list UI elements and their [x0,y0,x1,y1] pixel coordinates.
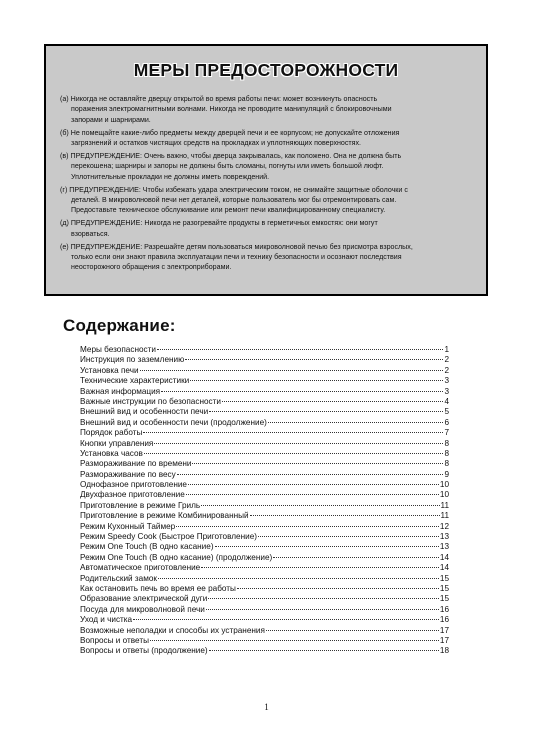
precaution-text-continued: загрязнений и остатков чистящих средств на прокладках и уплотняющих поверхностях. [71,138,362,147]
toc-dot-leader [273,557,439,558]
precaution-text: (а) Никогда не оставляйте дверцу открытой во время работы печи: может возникнуть опасность [60,95,378,103]
toc-entry-page: 3 [444,376,449,386]
precaution-text-continued: Уплотнительные прокладки не должны иметь повреждений. [71,172,270,181]
toc-entry-title: Внешний вид и особенности печи (продолжение) [80,417,267,427]
toc-entry-title: Автоматическое приготовление [80,563,201,573]
toc-entry[interactable] [80,459,449,469]
toc-entry[interactable] [80,574,449,584]
toc-entry-page: 15 [439,583,449,593]
toc-entry-page: 14 [439,563,449,573]
precautions-box [44,44,488,296]
toc-dot-leader [209,650,439,651]
toc-entry-page: 11 [440,500,449,510]
precaution-item [60,151,476,182]
toc-entry-page: 15 [439,594,449,604]
toc-entry-title: Меры безопасности [80,345,156,354]
toc-entry[interactable] [80,563,449,573]
toc-dot-leader [186,494,439,495]
toc-entry-page: 10 [439,490,449,500]
contents-title: Содержание: [63,316,176,335]
toc-entry[interactable] [80,501,449,511]
toc-entry-page: 15 [439,573,449,583]
precaution-text-continued: Предоставьте техническое обслуживание или ремонт печи квалифицированному специалисту. [71,206,386,215]
toc-dot-leader [158,578,439,579]
precaution-item [60,242,476,273]
precaution-text-continued: запорами и шарнирами. [71,115,151,124]
toc-entry-title: Вопросы и ответы [80,635,149,645]
toc-dot-leader [258,536,439,537]
toc-dot-leader [133,619,439,620]
toc-entry-page: 11 [440,511,449,521]
toc-entry-title: Внешний вид и особенности печи [80,407,209,417]
toc-entry-page: 8 [444,448,449,458]
toc-dot-leader [208,598,439,599]
toc-entry-page: 17 [439,625,449,635]
toc-entry-page: 18 [439,646,449,656]
toc-entry[interactable] [80,407,449,417]
toc-entry[interactable] [80,490,449,500]
toc-entry[interactable] [80,376,449,386]
toc-dot-leader [192,463,443,464]
toc-entry-page: 12 [439,521,449,531]
toc-dot-leader [140,370,444,371]
toc-entry-title: Режим One Touch (В одно касание) [80,542,214,552]
precaution-text: (г) ПРЕДУПРЕЖДЕНИЕ: Чтобы избежать удара электрическим током, не снимайте защитные оболочки с [60,185,408,194]
toc-entry-page: 9 [444,469,449,479]
toc-dot-leader [143,432,443,433]
precaution-item [60,185,476,216]
toc-dot-leader [237,588,439,589]
toc-dot-leader [177,474,444,475]
toc-entry[interactable] [80,626,449,636]
toc-entry[interactable] [80,522,449,532]
toc-dot-leader [154,443,443,444]
toc-entry-title: Режим Кухонный Таймер [80,521,176,531]
precaution-text-continued: поражения электромагнитными волнами. Никогда не проводите манипуляций с блокировочными [71,105,392,114]
toc-entry[interactable] [80,449,449,459]
toc-entry-title: Родительский замок [80,573,157,583]
toc-entry-page: 16 [439,615,449,625]
toc-dot-leader [144,453,444,454]
toc-entry-title: Важные инструкции по безопасности [80,396,221,406]
toc-entry-title: Важная информация [80,386,161,396]
toc-entry-title: Однофазное приготовление [80,480,187,490]
precaution-text-continued: неосторожного обращения с электроприборами. [71,263,232,272]
toc-entry[interactable] [80,418,449,428]
precaution-text-continued: взорваться. [71,229,110,238]
toc-entry-title: Размораживание по весу [80,469,176,479]
toc-dot-leader [268,422,444,423]
toc-dot-leader [201,505,439,506]
toc-entry-title: Размораживание по времени [80,459,192,469]
toc-entry[interactable] [80,511,449,521]
toc-entry[interactable] [80,480,449,490]
toc-entry-title: Двухфазное приготовление [80,490,185,500]
precaution-item [60,94,476,125]
toc-dot-leader [161,391,443,392]
toc-entry-title: Уход и чистка [80,615,133,625]
toc-entry-title: Порядок работы [80,428,143,438]
toc-entry-title: Установка часов [80,448,143,458]
toc-dot-leader [176,526,439,527]
table-of-contents [80,345,449,657]
precaution-text: (д) ПРЕДУПРЕЖДЕНИЕ: Никогда не разогревайте продукты в герметичных емкостях: они могут [60,219,378,228]
toc-dot-leader [190,380,443,381]
toc-dot-leader [185,359,443,360]
precaution-text-continued: перекошена; шарниры и запоры не должны быть сломаны, погнуты или иметь большой люфт. [71,162,384,171]
toc-entry-page: 16 [439,604,449,614]
toc-entry[interactable] [80,428,449,438]
toc-entry[interactable] [80,532,449,542]
precaution-item [60,218,476,239]
toc-entry-page: 10 [439,480,449,490]
toc-entry-page: 1 [444,345,449,354]
toc-entry-page: 13 [439,532,449,542]
toc-entry-page: 5 [444,407,449,417]
toc-entry-title: Посуда для микроволновой печи [80,604,205,614]
precautions-title: МЕРЫ ПРЕДОСТОРОЖНОСТИ [133,60,399,80]
toc-entry[interactable] [80,542,449,552]
toc-entry[interactable] [80,397,449,407]
toc-entry-page: 8 [444,459,449,469]
toc-entry[interactable] [80,646,449,656]
toc-entry-title: Приготовление в режиме Комбинированный [80,511,249,521]
toc-entry[interactable] [80,355,449,365]
toc-entry-page: 14 [439,552,449,562]
toc-dot-leader [222,401,444,402]
toc-entry-title: Как остановить печь во время ее работы [80,583,236,593]
toc-dot-leader [150,640,439,641]
precaution-text: (б) Не помещайте какие-либо предметы между дверцей печи и ее корпусом; не допускайте отложения [60,128,400,137]
toc-entry-title: Установка печи [80,365,139,375]
toc-dot-leader [250,515,440,516]
toc-entry-title: Инструкция по заземлению [80,355,185,365]
toc-entry-page: 6 [444,417,449,427]
toc-entry-page: 3 [444,386,449,396]
toc-entry-page: 13 [439,542,449,552]
toc-dot-leader [206,609,439,610]
toc-entry-page: 17 [439,635,449,645]
toc-entry-page: 7 [444,428,449,438]
toc-entry[interactable] [80,594,449,604]
toc-entry[interactable] [80,439,449,449]
precaution-item [60,128,476,149]
precaution-text: (е) ПРЕДУПРЕЖДЕНИЕ: Разрешайте детям пользоваться микроволновой печью без присмотра взрослых, [60,242,413,251]
toc-entry[interactable] [80,387,449,397]
precautions-list [60,94,476,276]
toc-dot-leader [201,567,439,568]
toc-entry[interactable] [80,366,449,376]
toc-entry[interactable] [80,605,449,615]
toc-entry-page: 2 [444,365,449,375]
toc-entry-page: 4 [444,396,449,406]
toc-dot-leader [215,546,439,547]
precaution-text-continued: только если они знают правила эксплуатации печи и технику безопасности и осознают последствия [71,253,402,262]
toc-entry-title: Режим One Touch (В одно касание) (продолжение) [80,552,273,562]
toc-entry-title: Технические характеристики [80,376,190,386]
toc-dot-leader [157,349,443,350]
toc-entry-title: Кнопки управления [80,438,154,448]
toc-dot-leader [266,630,439,631]
precaution-text: (в) ПРЕДУПРЕЖДЕНИЕ: Очень важно, чтобы дверца закрывалась, как положено. Она не должна быть [60,152,402,161]
toc-entry[interactable] [80,345,449,355]
toc-dot-leader [209,411,443,412]
toc-entry-page: 2 [444,355,449,365]
toc-entry[interactable] [80,553,449,563]
toc-entry[interactable] [80,615,449,625]
toc-dot-leader [188,484,439,485]
toc-entry[interactable] [80,584,449,594]
toc-entry-title: Возможные неполадки и способы их устранения [80,625,265,635]
toc-entry-title: Вопросы и ответы (продолжение) [80,646,208,656]
page-number: 1 [264,702,269,712]
toc-entry-title: Приготовление в режиме Гриль [80,500,201,510]
precaution-text-continued: деталей. В микроволновой печи нет деталей, которые пользователь мог бы отремонтировать сам. [71,196,397,205]
toc-entry-page: 8 [444,438,449,448]
toc-entry[interactable] [80,636,449,646]
toc-entry[interactable] [80,470,449,480]
toc-entry-title: Режим Speedy Cook (Быстрое Приготовление) [80,532,257,542]
toc-entry-title: Образование электрической дуги [80,594,208,604]
